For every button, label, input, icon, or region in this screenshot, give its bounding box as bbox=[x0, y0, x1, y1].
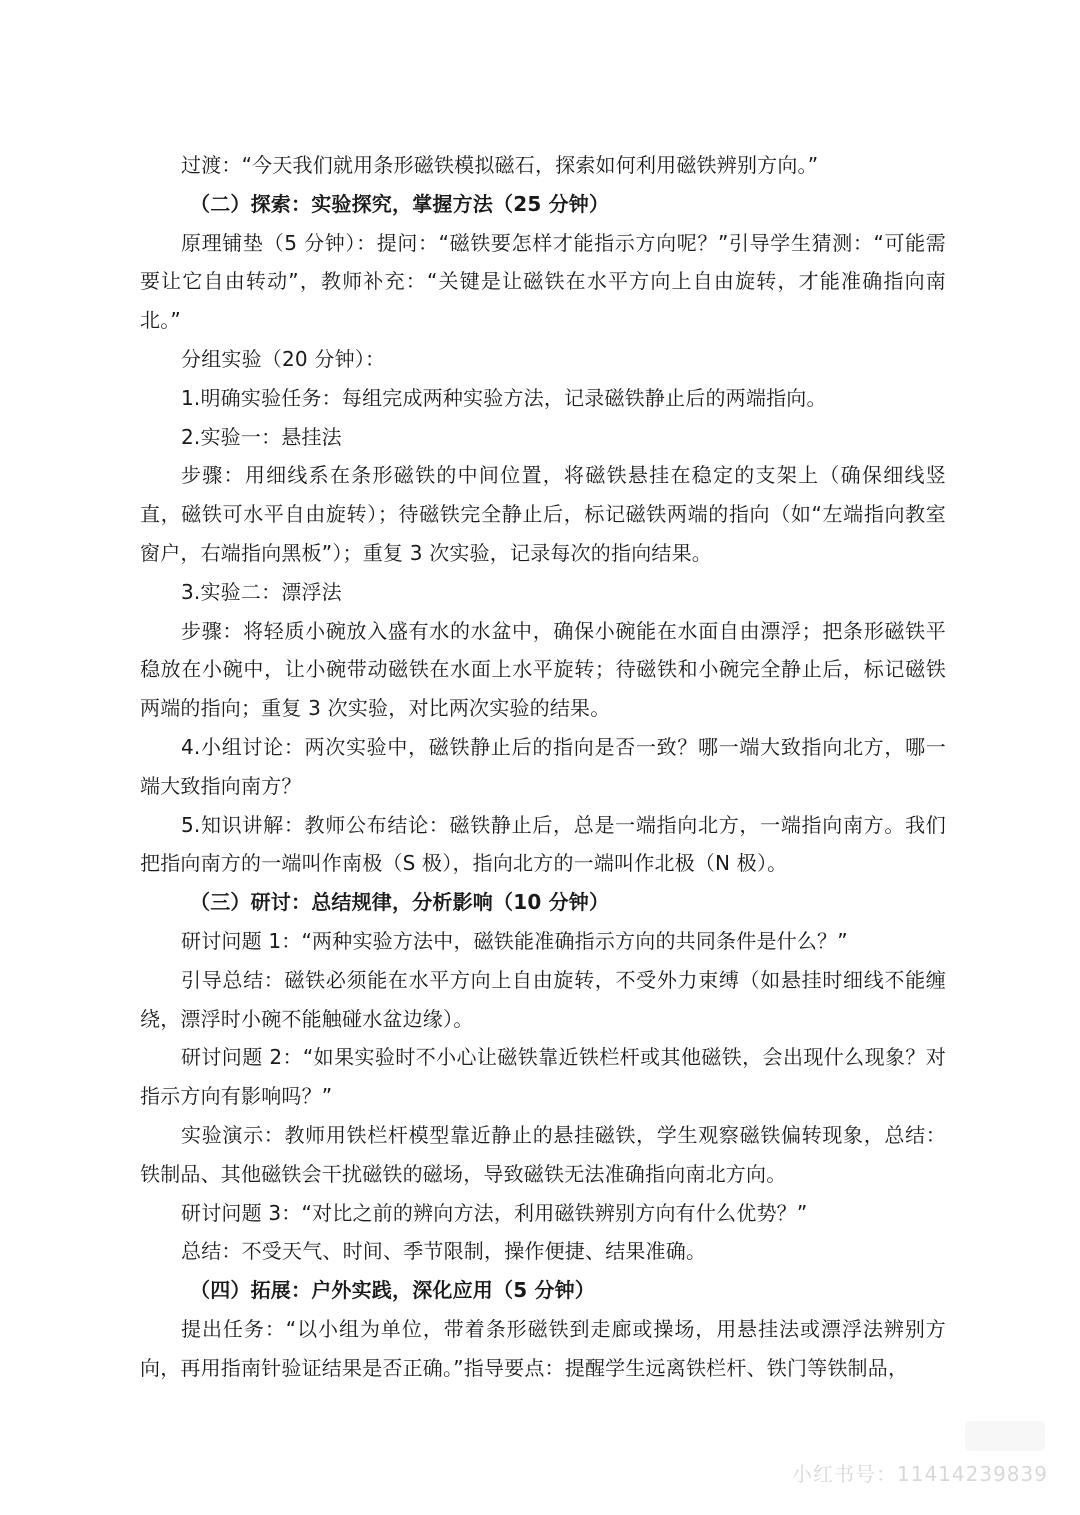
watermark-text: 小红书号：11414239839 bbox=[792, 1462, 1048, 1486]
paragraph-steps-two: 步骤：将轻质小碗放入盛有水的水盆中，确保小碗能在水面自由漂浮；把条形磁铁平稳放在小碗中，让小碗带动磁铁在水面上水平旋转；待磁铁和小碗完全静止后，标记磁铁两端的指向；重复 3 次实验，对比两次实验的结果。 bbox=[140, 618, 946, 721]
paragraph-demo: 实验演示：教师用铁栏杆模型靠近静止的悬挂磁铁，学生观察磁铁偏转现象，总结：铁制品、其他磁铁会干扰磁铁的磁场，导致磁铁无法准确指向南北方向。 bbox=[140, 1122, 946, 1186]
paragraph-guide-summary: 引导总结：磁铁必须能在水平方向上自由旋转，不受外力束缚（如悬挂时细线不能缠绕，漂浮时小碗不能触碰水盆边缘）。 bbox=[140, 967, 946, 1031]
section-heading-extend: （四）拓展：户外实践，深化应用（5 分钟） bbox=[190, 1278, 596, 1303]
watermark-badge bbox=[965, 1421, 1045, 1451]
document-body bbox=[140, 146, 946, 1388]
paragraph-discussion: 4.小组讨论：两次实验中，磁铁静止后的指向是否一致？哪一端大致指向北方，哪一端大致指向南方？ bbox=[140, 734, 946, 798]
paragraph-outdoor-task: 提出任务：“以小组为单位，带着条形磁铁到走廊或操场，用悬挂法或漂浮法辨别方向，再用指南针验证结果是否正确。”指导要点：提醒学生远离铁栏杆、铁门等铁制品， bbox=[140, 1316, 946, 1380]
paragraph-transition: 过渡：“今天我们就用条形磁铁模拟磁石，探索如何利用磁铁辨别方向。” bbox=[181, 153, 819, 177]
paragraph-group-experiment: 分组实验（20 分钟）： bbox=[181, 346, 386, 371]
paragraph-steps-one: 步骤：用细线系在条形磁铁的中间位置，将磁铁悬挂在稳定的支架上（确保细线竖直，磁铁可水平自由旋转）；待磁铁完全静止后，标记磁铁两端的指向（如“左端指向教室窗户，右端指向黑板”）；重复 3 次实验，记录每次的指向结果。 bbox=[140, 463, 946, 565]
section-heading-explore: （二）探索：实验探究，掌握方法（25 分钟） bbox=[190, 191, 610, 216]
paragraph-question-one: 研讨问题 1：“两种实验方法中，磁铁能准确指示方向的共同条件是什么？” bbox=[181, 928, 848, 953]
paragraph-task: 1.明确实验任务：每组完成两种实验方法，记录磁铁静止后的两端指向。 bbox=[181, 385, 827, 410]
paragraph-question-two: 研讨问题 2：“如果实验时不小心让磁铁靠近铁栏杆或其他磁铁，会出现什么现象？对指示方向有影响吗？” bbox=[140, 1045, 946, 1109]
section-heading-discuss: （三）研讨：总结规律，分析影响（10 分钟） bbox=[190, 890, 610, 915]
paragraph-experiment-one: 2.实验一：悬挂法 bbox=[181, 424, 342, 449]
paragraph-principle: 原理铺垫（5 分钟）：提问：“磁铁要怎样才能指示方向呢？”引导学生猜测：“可能需要让它自由转动”，教师补充：“关键是让磁铁在水平方向上自由旋转，才能准确指向南北。” bbox=[140, 230, 946, 333]
paragraph-experiment-two: 3.实验二：漂浮法 bbox=[181, 579, 342, 604]
paragraph-summary: 总结：不受天气、时间、季节限制，操作便捷、结果准确。 bbox=[181, 1239, 707, 1264]
paragraph-knowledge: 5.知识讲解：教师公布结论：磁铁静止后，总是一端指向北方，一端指向南方。我们把指向南方的一端叫作南极（S 极），指向北方的一端叫作北极（N 极）。 bbox=[140, 812, 946, 876]
paragraph-question-three: 研讨问题 3：“对比之前的辨向方法，利用磁铁辨别方向有什么优势？” bbox=[181, 1200, 808, 1225]
